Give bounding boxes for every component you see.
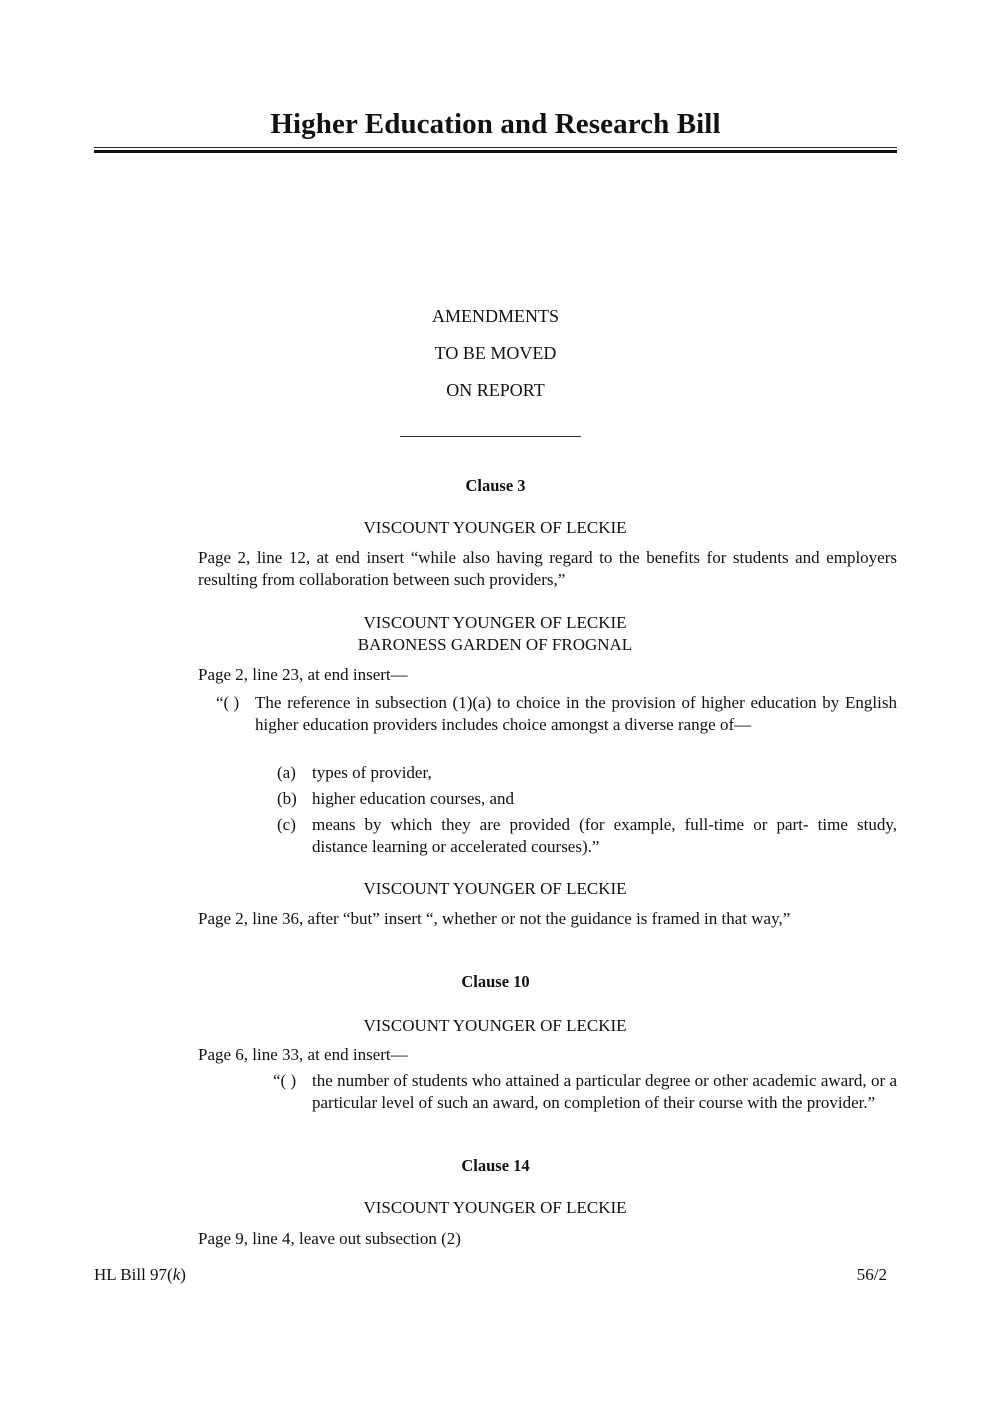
page-reference: 56/2 <box>856 1265 887 1284</box>
bill-reference <box>94 1265 186 1285</box>
title-rule-thin <box>94 147 897 148</box>
heading-line-amendments: AMENDMENTS <box>431 306 559 326</box>
subsection-mark: “( ) <box>273 1071 297 1090</box>
title-rule-thick <box>94 150 897 153</box>
clause-heading: Clause 3 <box>465 476 526 495</box>
item-label: (a) <box>277 763 296 782</box>
sponsor-name: BARONESS GARDEN OF FROGNAL <box>357 635 633 654</box>
clause-heading: Clause 10 <box>461 972 530 991</box>
inserted-text: the number of students who attained a particular degree or other academic award, or a particular level of such an award, on completion of their course with the provider.” <box>312 1071 897 1112</box>
sponsor-name: VISCOUNT YOUNGER OF LECKIE <box>363 518 627 537</box>
heading-line-on-report: ON REPORT <box>446 380 545 400</box>
item-label: (b) <box>277 789 297 808</box>
inserted-text: The reference in subsection (1)(a) to choice in the provision of higher education by English higher education providers includes choice amongst a diverse range of— <box>255 693 897 734</box>
heading-separator <box>400 436 581 437</box>
sponsor-name: VISCOUNT YOUNGER OF LECKIE <box>363 1016 627 1035</box>
bill-ref-prefix: HL Bill 97( <box>94 1265 173 1284</box>
item-text: higher education courses, and <box>312 789 515 808</box>
sponsor-name: VISCOUNT YOUNGER OF LECKIE <box>363 1198 627 1217</box>
sponsor-name: VISCOUNT YOUNGER OF LECKIE <box>363 879 627 898</box>
subsection-mark: “( ) <box>216 693 240 712</box>
inserted-subsection <box>216 692 897 762</box>
list-item <box>277 788 897 810</box>
amendment-text: Page 9, line 4, leave out subsection (2) <box>198 1229 461 1248</box>
item-text: means by which they are provided (for example, full-time or part- time study, distance learning or accelerated courses).” <box>312 815 897 856</box>
item-text: types of provider, <box>312 763 432 782</box>
bill-ref-letter: k <box>172 1265 181 1284</box>
heading-line-to-be-moved: TO BE MOVED <box>434 343 557 363</box>
sponsor-name: VISCOUNT YOUNGER OF LECKIE <box>363 613 627 632</box>
document-title: Higher Education and Research Bill <box>270 108 721 140</box>
amendment-text: Page 2, line 36, after “but” insert “, whether or not the guidance is framed in that way,” <box>198 909 791 928</box>
amendment-text: Page 6, line 33, at end insert— <box>198 1045 408 1064</box>
amendment-text: Page 2, line 12, at end insert “while also having regard to the benefits for students and employers resulting from collaboration between such providers,” <box>198 548 897 589</box>
item-label: (c) <box>277 815 296 834</box>
list-item <box>277 762 897 784</box>
amendment-text: Page 2, line 23, at end insert— <box>198 665 408 684</box>
bill-ref-suffix: ) <box>180 1265 186 1284</box>
inserted-subsection <box>273 1070 897 1136</box>
list-item <box>277 814 897 858</box>
clause-heading: Clause 14 <box>461 1156 530 1175</box>
